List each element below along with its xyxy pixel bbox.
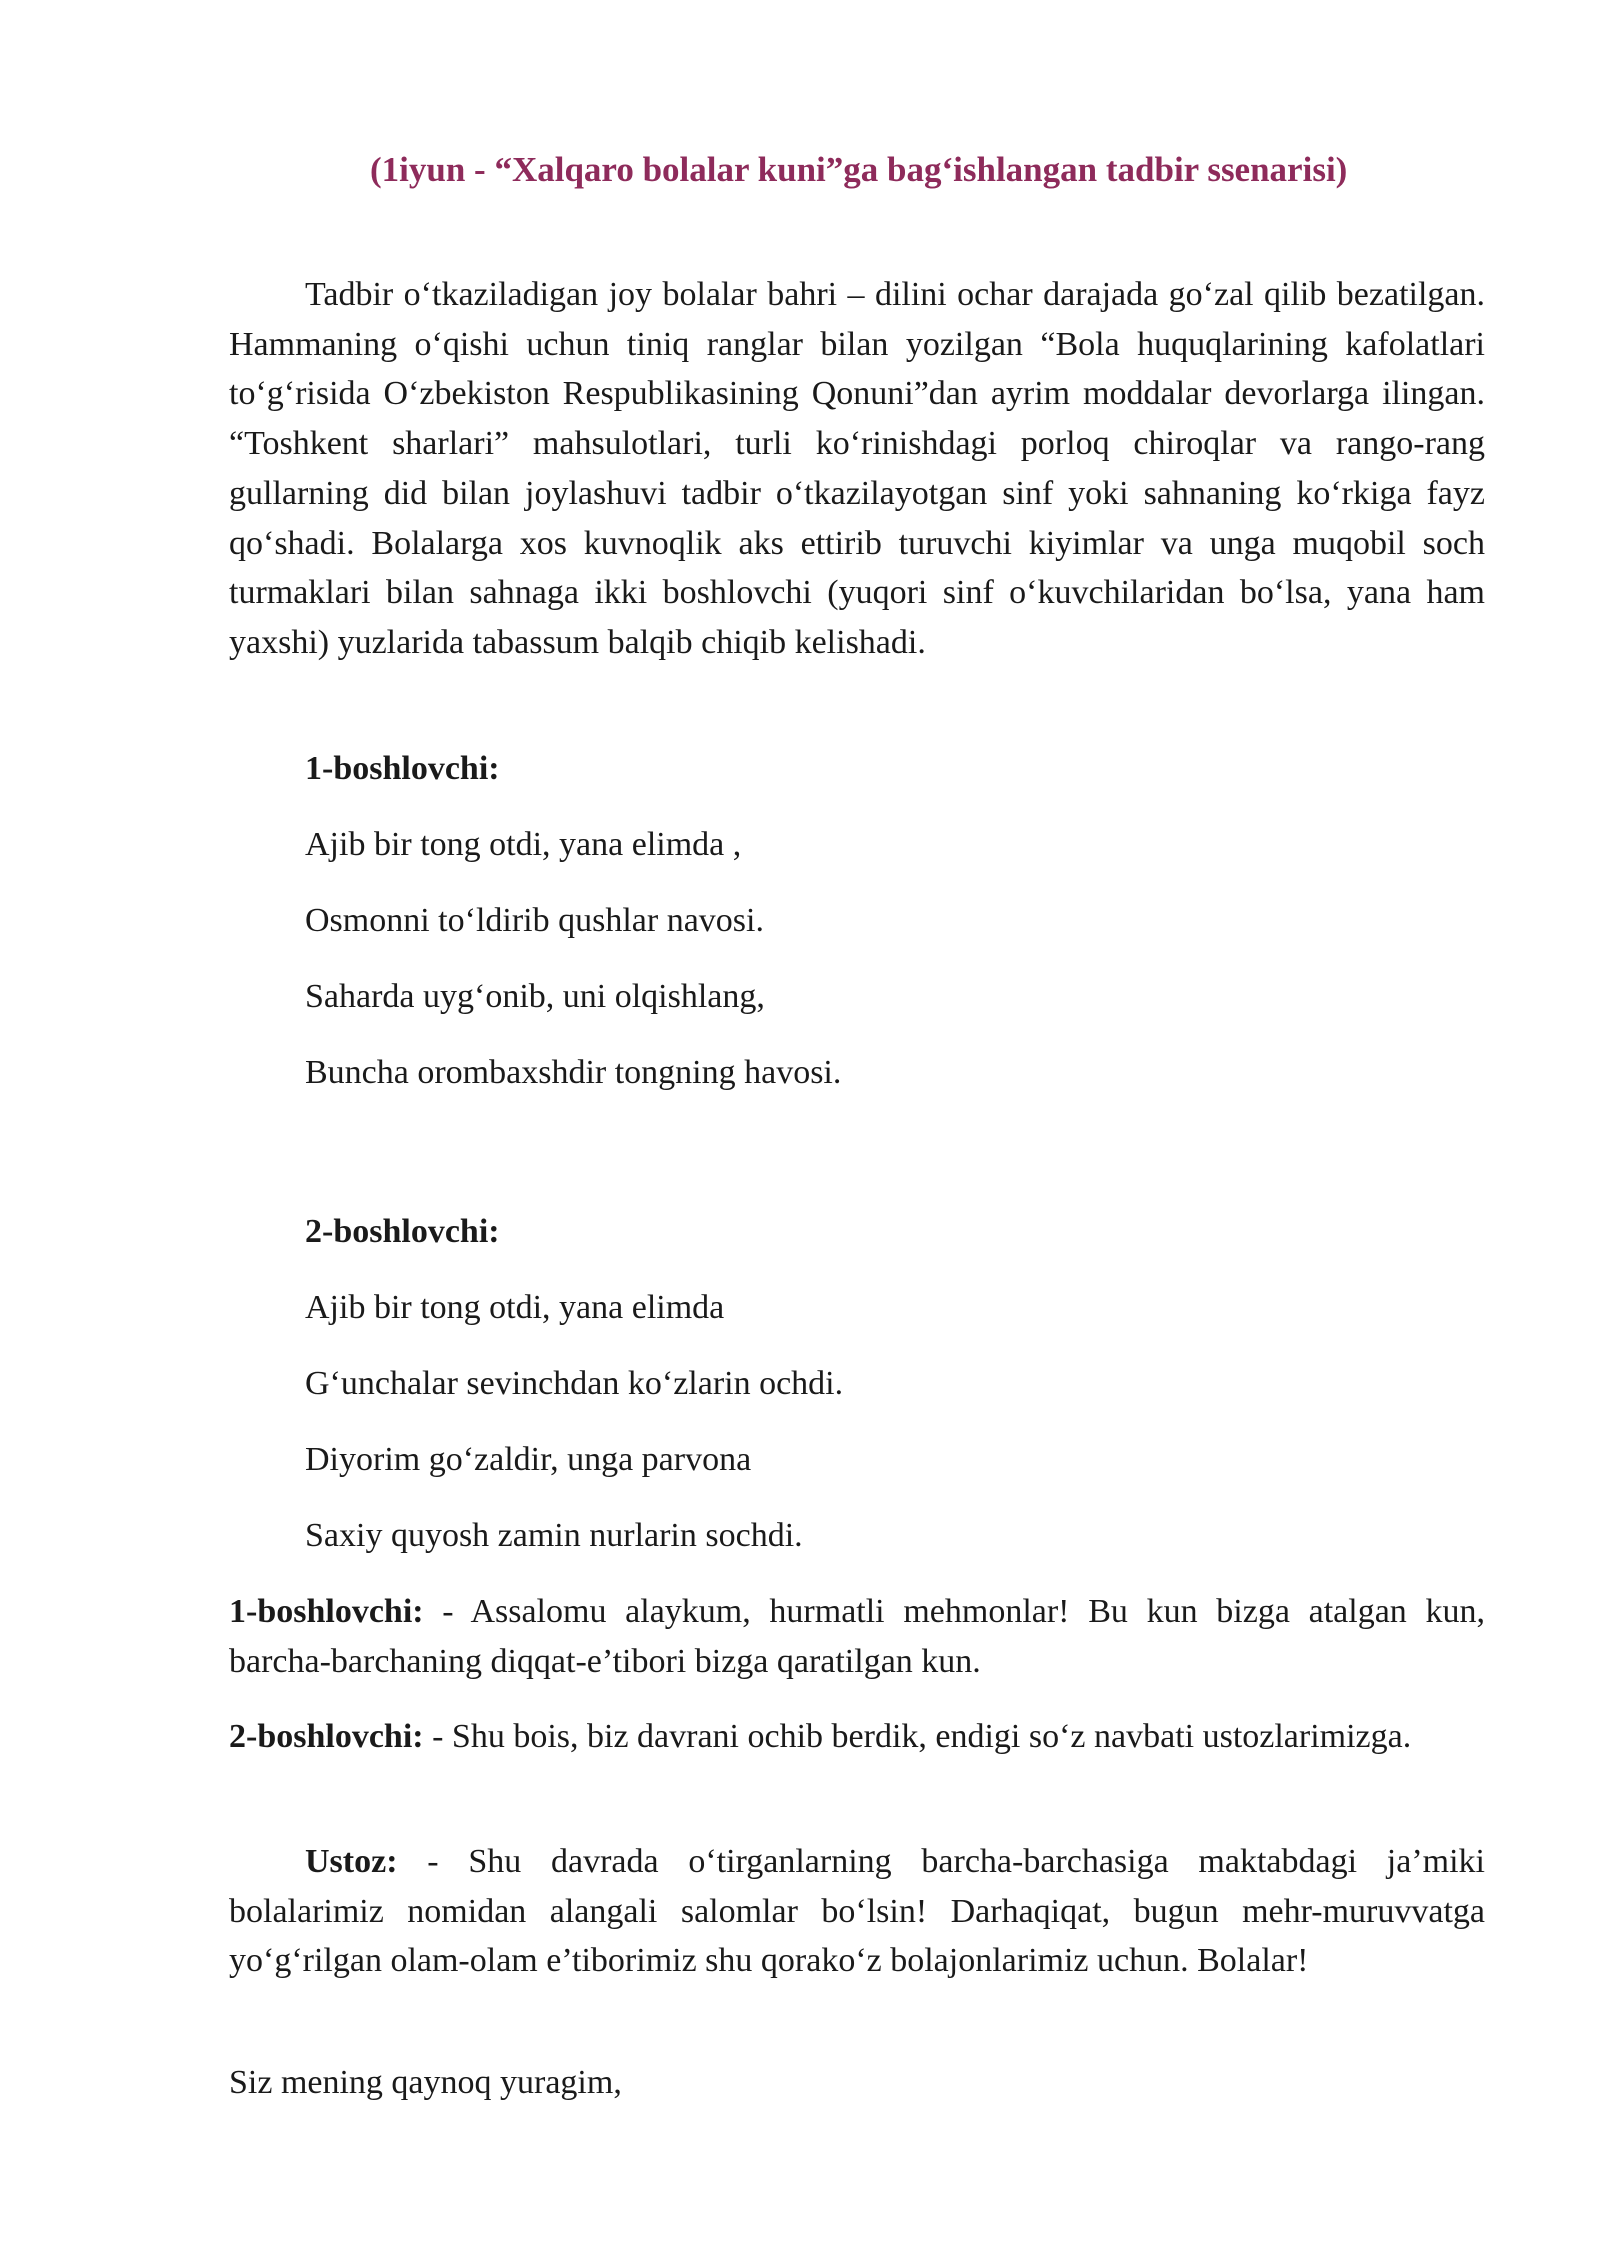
poem1-line-2: Osmonni to‘ldirib qushlar navosi.: [305, 902, 764, 939]
poem1-speaker: 1-boshlovchi:: [305, 750, 500, 787]
poem2-line-3: Diyorim go‘zaldir, unga parvona: [305, 1441, 752, 1478]
poem2-line-2: G‘unchalar sevinchdan ko‘zlarin ochdi.: [305, 1365, 844, 1402]
poem1-line-3: Saharda uyg‘onib, uni olqishlang,: [305, 978, 765, 1015]
closing-line: Siz mening qaynoq yuragim,: [229, 2064, 622, 2101]
dialogue-speaker-3: Ustoz:: [305, 1843, 398, 1880]
dialogue-paragraph-3: [229, 1837, 1485, 1986]
document-title: (1iyun - “Xalqaro bolalar kuni”ga bag‘ishlangan tadbir ssenarisi): [370, 150, 1348, 189]
poem2-line-1: Ajib bir tong otdi, yana elimda: [305, 1289, 725, 1326]
poem2-line-4: Saxiy quyosh zamin nurlarin sochdi.: [305, 1517, 803, 1554]
intro-paragraph: Tadbir o‘tkaziladigan joy bolalar bahri – dilini ochar darajada go‘zal qilib bezatilgan. Hammaning o‘qishi uchun tiniq ranglar bilan yozilgan “Bola huquqlarining kafolatlari to‘g‘risida O‘zbekiston Respublikasining Qonuni”dan ayrim moddalar devorlarga ilingan. “Toshkent sharlari” mahsulotlari, turli ko‘rinishdagi porloq chiroqlar va rango-rang gullarning did bilan joylashuvi tadbir o‘tkazilayotgan sinf yoki sahnaning ko‘rkiga fayz qo‘shadi. Bolalarga xos kuvnoqlik aks ettirib turuvchi kiyimlar va unga muqobil soch turmaklari bilan sahnaga ikki boshlovchi (yuqori sinf o‘kuvchilaridan bo‘lsa, yana ham yaxshi) yuzlarida tabassum balqib chiqib kelishadi.: [229, 276, 1485, 661]
dialogue-text-2: - Shu bois, biz davrani ochib berdik, endigi so‘z navbati ustozlarimizga.: [423, 1718, 1412, 1755]
dialogue-speaker-2: 2-boshlovchi:: [229, 1718, 424, 1755]
dialogue-text-3: - Shu davrada o‘tirganlarning barcha-barchasiga maktabdagi ja’miki bolalarimiz nomidan alangali salomlar bo‘lsin! Darhaqiqat, bugun mehr-muruvvatga yo‘g‘rilgan olam-olam e’tiborimiz shu qorako‘z bolajonlarimiz uchun. Bolalar!: [229, 1843, 1485, 1980]
dialogue-paragraph-1: [229, 1587, 1485, 1686]
dialogue-text-1: - Assalomu alaykum, hurmatli mehmonlar! Bu kun bizga atalgan kun, barcha-barchaning diqqat-e’tibori bizga qaratilgan kun.: [229, 1593, 1485, 1680]
dialogue-paragraph-2: [229, 1712, 1485, 1762]
dialogue-speaker-1: 1-boshlovchi:: [229, 1593, 424, 1630]
poem1-line-1: Ajib bir tong otdi, yana elimda ,: [305, 826, 742, 863]
poem2-speaker: 2-boshlovchi:: [305, 1213, 500, 1250]
poem1-line-4: Buncha orombaxshdir tongning havosi.: [305, 1054, 842, 1091]
